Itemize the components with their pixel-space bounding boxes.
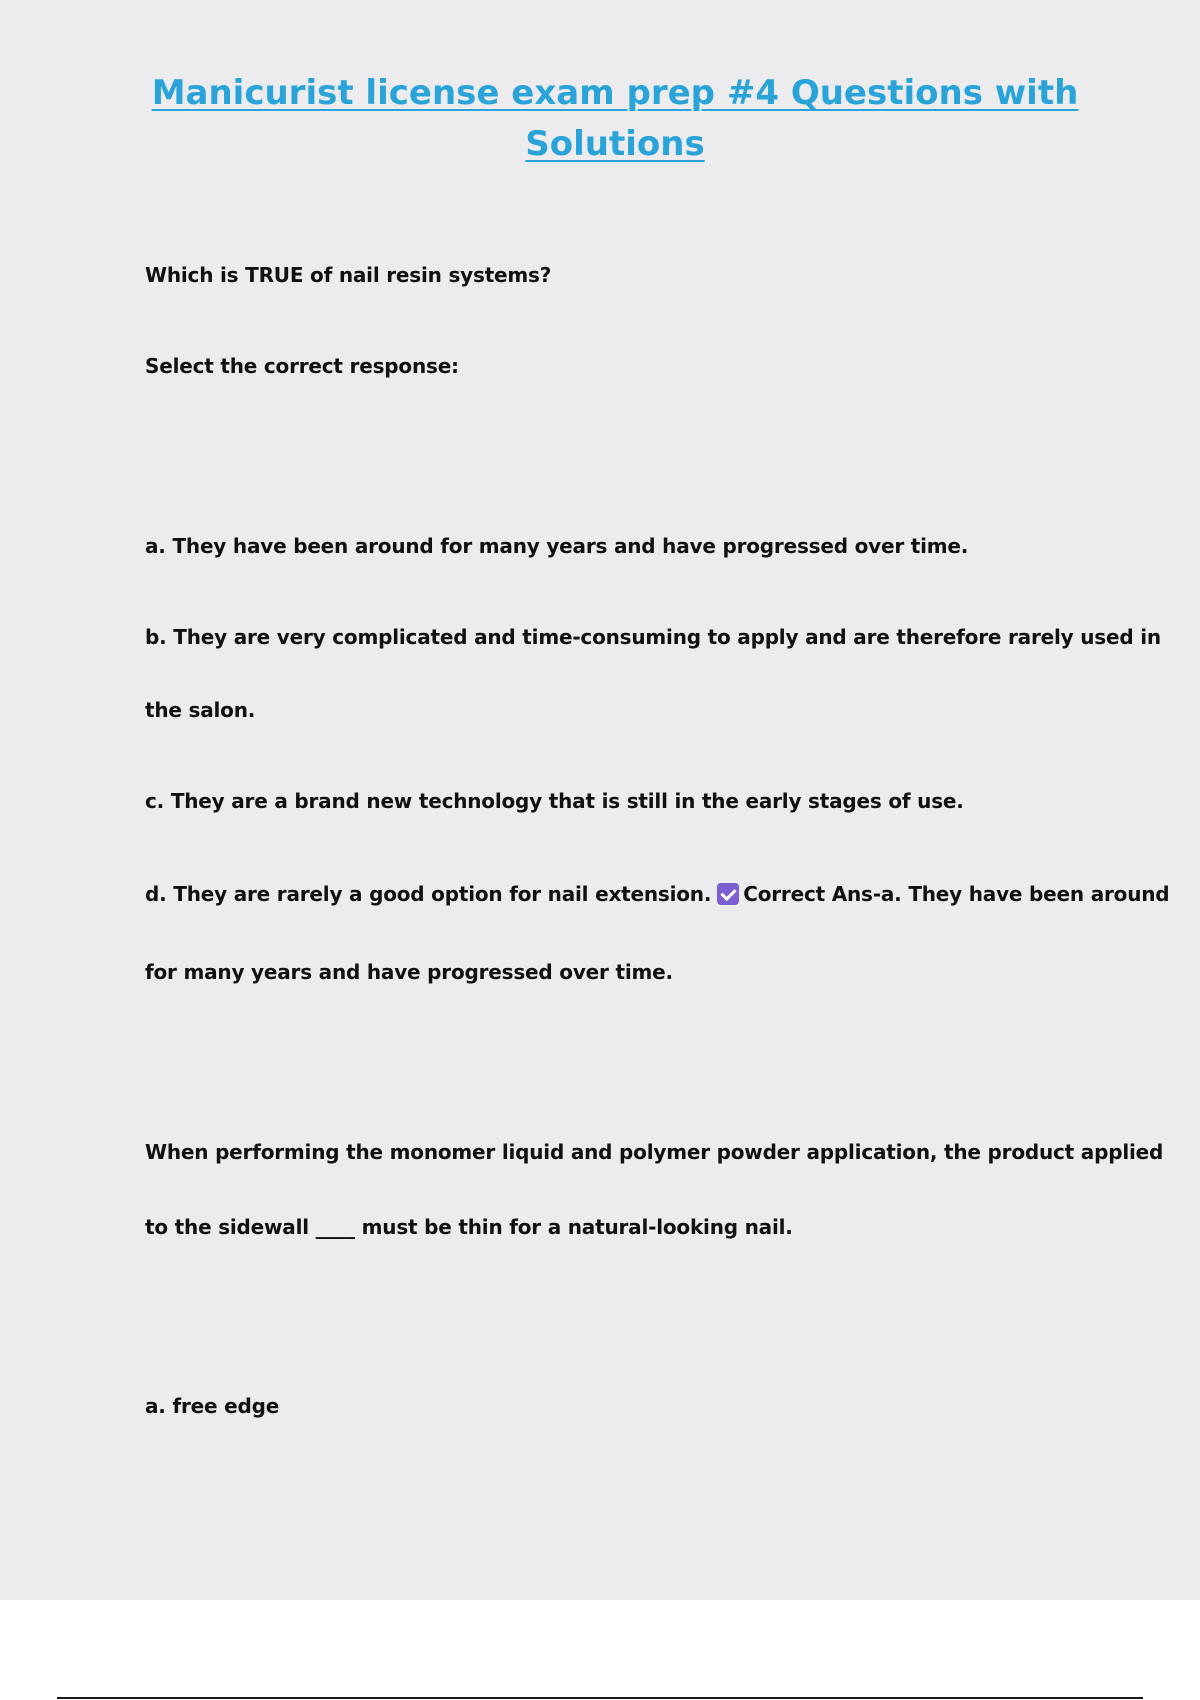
question-2-prompt-line-2: to the sidewall ____ must be thin for a natural-looking nail.	[145, 1215, 793, 1239]
question-1-option-d: d. They are rarely a good option for nail extension.	[145, 882, 712, 906]
footer-divider	[57, 1697, 1143, 1699]
question-2-prompt-line-1: When performing the monomer liquid and polymer powder application, the product applied	[145, 1140, 1164, 1164]
checkbox-checked-icon	[717, 883, 739, 905]
question-1-option-c: c. They are a brand new technology that is still in the early stages of use.	[145, 789, 964, 813]
question-1-option-b-line-1: b. They are very complicated and time-consuming to apply and are therefore rarely used in	[145, 625, 1161, 649]
question-1-answer-line-1: Correct Ans-a. They have been around	[743, 882, 1170, 906]
question-1-answer-line-2: for many years and have progressed over time.	[145, 960, 673, 984]
page-title[interactable]: Manicurist license exam prep #4 Questions with Solutions	[151, 73, 1079, 164]
question-1-option-d-line	[145, 880, 1169, 908]
question-1-option-a: a. They have been around for many years and have progressed over time.	[145, 534, 969, 558]
question-1-prompt: Which is TRUE of nail resin systems?	[145, 263, 552, 287]
question-1-option-b-line-2: the salon.	[145, 698, 256, 722]
question-2-option-a: a. free edge	[145, 1394, 280, 1418]
question-1-instruction: Select the correct response:	[145, 354, 459, 378]
